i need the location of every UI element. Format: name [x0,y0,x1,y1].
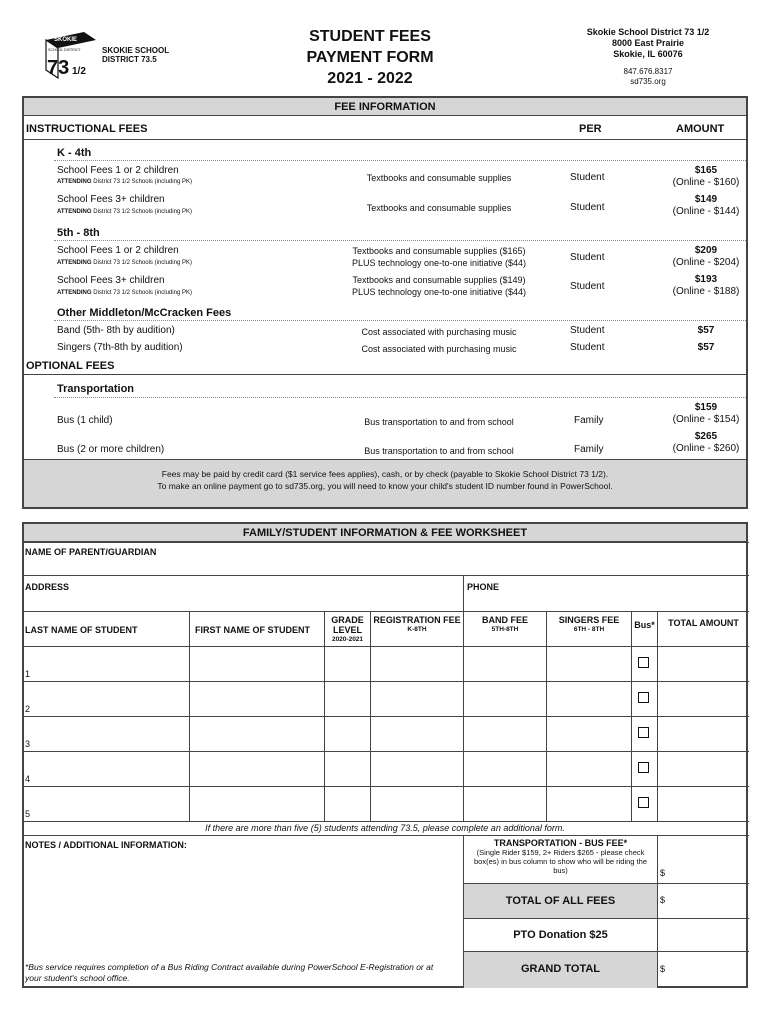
bus-checkbox[interactable] [638,797,649,808]
logo-fraction: 1/2 [72,66,86,77]
district-phone: 847.676.8317 [623,67,673,76]
pto-donation-label: PTO Donation $25 [463,918,658,952]
fee-row-description: Bus transportation to and from school [364,446,514,456]
fee-row-attending: ATTENDING District 73 1/2 Schools (including PK) [57,179,192,185]
pto-donation-field[interactable] [657,918,749,952]
per-column-header: PER [579,123,602,135]
payment-note-line2: To make an online payment go to sd735.org, you will need to know your child's student ID number found in PowerSchool. [157,481,613,491]
fee-row-amount: $149 (Online - $144) [672,194,740,217]
grand-total-field[interactable]: $ [657,951,749,988]
fee-information-section [22,96,748,509]
total-amount-cell[interactable] [657,681,749,717]
title-line3: 2021 - 2022 [327,70,413,87]
registration-fee-cell[interactable] [370,751,464,787]
fee-row-name: School Fees 1 or 2 children [57,165,179,176]
logo-top-text: SKOKIE [54,37,78,43]
registration-fee-cell[interactable] [370,786,464,822]
fee-row-name: School Fees 3+ children [57,275,165,286]
additional-form-note: If there are more than five (5) students attending 73.5, please complete an additional form. [205,823,565,833]
fee-row-description: Cost associated with purchasing music [361,327,517,337]
last-name-col-header: LAST NAME OF STUDENT [23,611,190,647]
district-logo-mark [44,26,98,80]
registration-fee-cell[interactable] [370,716,464,752]
district-logo [44,26,174,82]
district-address2: Skokie, IL 60076 [613,49,683,59]
fee-row-description: Textbooks and consumable supplies ($149) PLUS technology one-to-one initiative ($44) [351,275,527,297]
logo-sub-text: SCHOOL DISTRICT [48,48,81,52]
first-name-col-header: FIRST NAME OF STUDENT [189,611,325,647]
grade-col-header: GRADE LEVEL 2020-2021 [324,611,371,647]
grade-cell[interactable] [324,716,371,752]
bus-checkbox[interactable] [638,657,649,668]
singers-fee-cell[interactable] [546,751,632,787]
fee-row-per: Student [570,202,605,213]
fee-row-per: Family [574,415,604,426]
address-field[interactable] [23,575,464,612]
phone-field[interactable] [463,575,749,612]
first-name-cell[interactable] [189,646,325,682]
bus-cell[interactable] [631,786,658,822]
total-amount-cell[interactable] [657,751,749,787]
optional-fees-header: OPTIONAL FEES [26,360,115,372]
district-website: sd735.org [630,77,666,86]
fee-row-attending: ATTENDING District 73 1/2 Schools (including PK) [57,290,192,296]
58-group-label: 5th - 8th [57,227,100,239]
fee-row-attending: ATTENDING District 73 1/2 Schools (including PK) [57,260,192,266]
grade-cell[interactable] [324,681,371,717]
fee-row-amount: $57 [697,325,715,336]
bus-cell[interactable] [631,646,658,682]
singers-fee-cell[interactable] [546,646,632,682]
registration-fee-cell[interactable] [370,646,464,682]
fee-row-name: Bus (2 or more children) [57,444,165,455]
district-contact [563,27,733,87]
fee-row-amount: $57 [697,342,715,353]
fee-row-amount: $159 (Online - $154) [672,402,740,425]
transportation-group-label: Transportation [57,383,135,395]
band-fee-cell[interactable] [463,786,547,822]
payment-note [24,459,746,507]
district-name: Skokie School District 73 1/2 [586,27,710,37]
fee-row-amount: $209 (Online - $204) [672,245,740,268]
fee-row-name: School Fees 3+ children [57,194,165,205]
bus-cell[interactable] [631,751,658,787]
fee-row-per: Family [574,444,604,455]
notes-field[interactable] [23,835,464,988]
grade-cell[interactable] [324,786,371,822]
student-row-number: 1 [25,669,31,679]
total-all-fees-label: TOTAL OF ALL FEES [463,883,658,919]
worksheet-section [22,522,748,988]
student-row-number: 3 [25,739,31,749]
fee-row-per: Student [570,342,605,353]
bus-checkbox[interactable] [638,727,649,738]
notes-label: NOTES / ADDITIONAL INFORMATION: [25,840,187,850]
address-label: ADDRESS [25,582,70,592]
grand-total-label: GRAND TOTAL [463,951,658,988]
title-line1: STUDENT FEES [309,28,431,45]
singers-fee-cell[interactable] [546,716,632,752]
logo-name-line1: SKOKIE SCHOOL [102,46,170,55]
band-fee-cell[interactable] [463,716,547,752]
total-amount-cell[interactable] [657,786,749,822]
first-name-cell[interactable] [189,751,325,787]
worksheet-heading: FAMILY/STUDENT INFORMATION & FEE WORKSHEET [24,524,746,542]
bus-footnote: *Bus service requires completion of a Bus Riding Contract available during PowerSchool E-Registration or at your student's school office. [25,962,434,983]
singers-fee-cell[interactable] [546,681,632,717]
fee-row-amount: $165 (Online - $160) [672,165,740,188]
first-name-cell[interactable] [189,786,325,822]
fee-row-per: Student [570,252,605,263]
student-row-number: 4 [25,774,31,784]
logo-name-line2: DISTRICT 73.5 [102,55,157,64]
fee-row-amount: $265 (Online - $260) [672,431,740,454]
phone-label: PHONE [467,582,500,592]
fee-row-attending: ATTENDING District 73 1/2 Schools (including PK) [57,209,192,215]
total-amount-cell[interactable] [657,716,749,752]
student-row-number: 2 [25,704,31,714]
fee-row-per: Student [570,325,605,336]
instructional-fees-header: INSTRUCTIONAL FEES [26,123,148,135]
first-name-cell[interactable] [189,716,325,752]
last-name-cell[interactable] [23,751,190,787]
amount-column-header: AMOUNT [676,123,725,135]
k4-group-label: K - 4th [57,147,92,159]
parent-name-field[interactable] [23,542,749,576]
form-title [270,26,470,89]
singers-col-header: SINGERS FEE 6TH - 8TH [546,611,632,647]
bus-fee-title: TRANSPORTATION - BUS FEE* [493,838,628,848]
other-fees-group-label: Other Middleton/McCracken Fees [57,307,232,319]
fee-row-per: Student [570,281,605,292]
bus-fee-amount-field[interactable]: $ [657,835,749,884]
grade-cell[interactable] [324,751,371,787]
student-row-number: 5 [25,809,31,819]
bus-col-header: Bus* [631,611,658,647]
bus-cell[interactable] [631,681,658,717]
last-name-cell[interactable] [23,681,190,717]
band-fee-cell[interactable] [463,646,547,682]
parent-name-label: NAME OF PARENT/GUARDIAN [25,547,157,557]
band-col-header: BAND FEE 5TH-8TH [463,611,547,647]
last-name-cell[interactable] [23,646,190,682]
fee-row-amount: $193 (Online - $188) [672,274,740,297]
first-name-cell[interactable] [189,681,325,717]
bus-checkbox[interactable] [638,762,649,773]
logo-number: 73 [47,57,70,79]
logo-name [102,46,169,64]
grade-cell[interactable] [324,646,371,682]
total-col-header: TOTAL AMOUNT [657,611,749,647]
fee-row-description: Textbooks and consumable supplies [366,203,512,213]
bus-fee-subtitle: (Single Rider $159, 2+ Riders $265 - please check box(es) in bus column to show who will be riding the bus) [473,848,647,875]
fee-information-heading: FEE INFORMATION [24,98,746,116]
bus-checkbox[interactable] [638,692,649,703]
bus-fee-label-cell [463,835,658,884]
fee-row-description: Textbooks and consumable supplies [366,173,512,183]
payment-note-line1: Fees may be paid by credit card ($1 service fees applies), cash, or by check (payable to Skokie School District 73 1/2). [161,469,609,479]
last-name-cell[interactable] [23,786,190,822]
fee-row-description: Bus transportation to and from school [364,417,514,427]
last-name-cell[interactable] [23,716,190,752]
fee-row-per: Student [570,172,605,183]
district-address1: 8000 East Prairie [611,38,685,48]
fee-row-name: Band (5th- 8th by audition) [57,325,175,336]
fee-row-name: School Fees 1 or 2 children [57,245,179,256]
total-amount-cell[interactable] [657,646,749,682]
fee-row-description: Cost associated with purchasing music [361,344,517,354]
title-line2: PAYMENT FORM [306,49,434,66]
fee-row-name: Bus (1 child) [57,415,113,426]
registration-fee-cell[interactable] [370,681,464,717]
bus-cell[interactable] [631,716,658,752]
singers-fee-cell[interactable] [546,786,632,822]
band-fee-cell[interactable] [463,751,547,787]
registration-col-header: REGISTRATION FEE K-8TH [370,611,464,647]
total-all-fees-field[interactable]: $ [657,883,749,919]
fee-row-name: Singers (7th-8th by audition) [57,342,183,353]
band-fee-cell[interactable] [463,681,547,717]
fee-row-description: Textbooks and consumable supplies ($165) PLUS technology one-to-one initiative ($44) [351,246,527,268]
